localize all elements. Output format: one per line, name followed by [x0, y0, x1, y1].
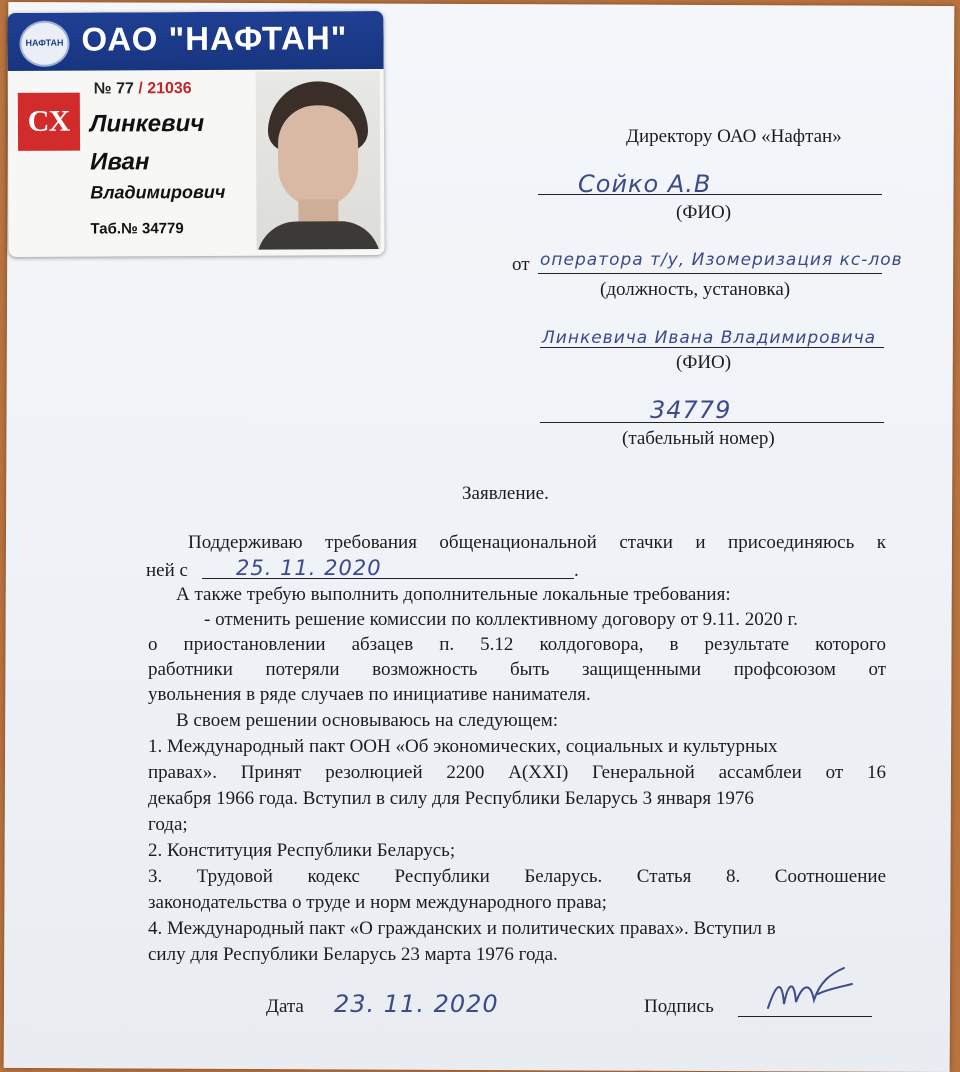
body-p1-line1: Поддерживаю требования общенациональной стачки и присоединяюсь к: [188, 532, 886, 553]
position-line: [538, 273, 882, 274]
employee-badge: [7, 11, 384, 257]
body-p2: А также требую выполнить дополнительные локальные требования:: [176, 584, 731, 605]
applicant-name-handwritten: Линкевича Ивана Владимировича: [542, 328, 877, 348]
fio-label-1: (ФИО): [676, 202, 732, 223]
position-label: (должность, установка): [600, 279, 791, 300]
list-item-3-line2: законодательства о труде и норм международного права;: [148, 892, 607, 913]
body-p3-line3: работники потеряли возможность быть защищенными профсоюзом от: [148, 659, 886, 680]
badge-surname: Линкевич: [89, 109, 205, 138]
body-p1-suffix: .: [574, 560, 579, 581]
fio-label-2: (ФИО): [676, 352, 732, 373]
director-name-handwritten: Сойко А.В: [578, 170, 712, 198]
tab-number-line: [540, 422, 884, 423]
list-item-1-line2: правах». Принят резолюцией 2200 А(XXI) Генеральной ассамблеи от 16: [148, 762, 886, 783]
list-item-1-line3: декабря 1966 года. Вступил в силу для Республики Беларусь 3 января 1976: [148, 788, 754, 809]
list-item-4-line1: 4. Международный пакт «О гражданских и политических правах». Вступил в: [148, 918, 776, 939]
body-p3-line4: увольнения в ряде случаев по инициативе нанимателя.: [148, 684, 591, 705]
badge-code: СХ: [18, 93, 80, 151]
from-label: от: [512, 254, 530, 275]
list-item-1-line1: 1. Международный пакт ООН «Об экономических, социальных и культурных: [148, 736, 778, 757]
list-item-3-line1: 3. Трудовой кодекс Республики Беларусь. Статья 8. Соотношение: [148, 866, 886, 887]
badge-number: № 77 / 21036: [93, 80, 192, 98]
badge-tab-number: Таб.№ 34779: [90, 220, 184, 238]
addressee: Директору ОАО «Нафтан»: [626, 126, 842, 147]
badge-patronymic: Владимирович: [90, 181, 226, 203]
tab-number-handwritten: 34779: [650, 396, 732, 424]
document-title: Заявление.: [462, 483, 549, 504]
date-label: Дата: [266, 996, 304, 1017]
strike-date-line: [202, 578, 574, 579]
list-item-2: 2. Конституция Республики Беларусь;: [148, 840, 456, 861]
list-item-1-line4: года;: [148, 814, 188, 835]
body-p4: В своем решении основываюсь на следующем:: [176, 710, 559, 731]
signature-mark: [760, 964, 860, 1020]
list-item-4-line2: силу для Республики Беларусь 23 марта 1976 года.: [148, 944, 558, 965]
tab-number-label: (табельный номер): [622, 428, 775, 449]
date-handwritten: 23. 11. 2020: [334, 990, 499, 1018]
badge-organization: ОАО "НАФТАН": [81, 19, 348, 58]
naftan-logo-icon: НАФТАН: [19, 21, 69, 67]
applicant-name-line: [540, 347, 884, 348]
signature-label: Подпись: [644, 996, 714, 1017]
badge-first-name: Иван: [90, 148, 150, 176]
position-handwritten: оператора т/у, Изомеризация кс-лов: [540, 250, 903, 270]
body-p1-prefix: ней с: [146, 560, 188, 581]
director-name-line: [538, 194, 882, 195]
body-p3-line1: - отменить решение комиссии по коллективному договору от 9.11. 2020 г.: [204, 609, 798, 630]
badge-photo: [256, 71, 381, 250]
body-p3-line2: о приостановлении абзацев п. 5.12 колдоговора, в результате которого: [148, 634, 886, 655]
strike-date-handwritten: 25. 11. 2020: [236, 556, 382, 580]
